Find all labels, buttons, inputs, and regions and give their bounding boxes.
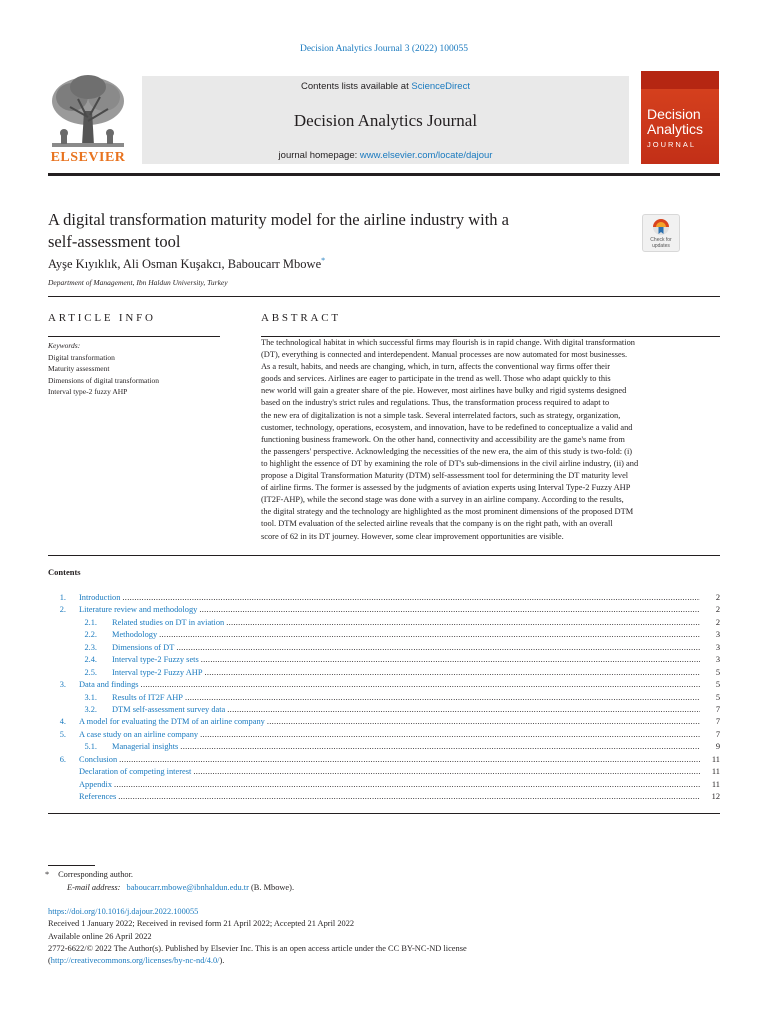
toc-label[interactable]: Related studies on DT in aviation xyxy=(112,617,225,627)
tree-icon xyxy=(48,71,128,151)
abstract-line: functioning business framework. On the other hand, connectivity and accessibility are the game's name from xyxy=(261,434,625,444)
toc-page: 5 xyxy=(715,680,720,690)
toc-entry-2-4[interactable] xyxy=(48,654,720,666)
article-info-rule xyxy=(48,336,220,337)
toc-leader xyxy=(267,716,700,728)
journal-homepage xyxy=(142,150,629,161)
journal-banner xyxy=(142,76,629,164)
cover-title-line-1: Decision xyxy=(647,106,701,122)
header-divider xyxy=(48,173,720,176)
toc-label[interactable]: DTM self-assessment survey data xyxy=(112,704,226,714)
article-info-heading: ARTICLE INFO xyxy=(48,312,156,324)
author-list xyxy=(48,256,325,272)
publication-info xyxy=(48,906,720,967)
toc-leader xyxy=(122,592,700,604)
toc-leader xyxy=(201,654,700,666)
check-for-updates-badge[interactable] xyxy=(642,214,680,252)
journal-header xyxy=(48,71,720,168)
toc-label[interactable]: Methodology xyxy=(112,630,158,640)
contents-divider xyxy=(48,813,720,814)
journal-title: Decision Analytics Journal xyxy=(293,111,478,130)
crossmark-label: Check for updates xyxy=(650,237,672,249)
toc-page: 11 xyxy=(711,754,720,764)
toc-page: 9 xyxy=(715,742,720,752)
toc-number: 3. xyxy=(59,680,66,690)
affiliation-divider xyxy=(48,296,720,297)
abstract-line: The technological habitat in which successful firms may flourish is in rapid change. With digital transformation xyxy=(261,338,635,347)
author-email-link[interactable]: baboucarr.mbowe@ibnhaldun.edu.tr xyxy=(126,882,249,892)
toc-number: 2.5. xyxy=(84,667,97,677)
toc-page: 11 xyxy=(711,767,720,777)
email-suffix: (B. Mbowe). xyxy=(251,882,295,892)
elsevier-tree-logo xyxy=(48,71,128,168)
toc-number: 6. xyxy=(59,754,66,764)
journal-cover-thumbnail[interactable] xyxy=(641,71,719,164)
footnote-mark: * xyxy=(45,870,50,879)
toc-leader xyxy=(141,679,700,691)
toc-number: 2.1. xyxy=(84,617,97,627)
keywords-block xyxy=(48,340,159,398)
toc-number: 3.2. xyxy=(84,704,97,714)
toc-label[interactable]: Dimensions of DT xyxy=(112,642,175,652)
toc-number: 5. xyxy=(59,729,66,739)
toc-entry-2-2[interactable] xyxy=(48,629,720,641)
abstract-line: tool. DTM evaluation of the selected airline reveals that the company is on the right path, with an overall xyxy=(261,519,613,529)
toc-entry-3-1[interactable] xyxy=(48,692,720,704)
toc-entry-4[interactable] xyxy=(48,716,720,728)
abstract-line: As a result, habits, and needs are changing, which, in turn, affects the conventional way firms offer their xyxy=(261,362,611,372)
toc-label[interactable]: References xyxy=(79,792,117,801)
abstract-line: (IT2F-AHP), while the second stage was done with a survey in an airline company. According to the results, xyxy=(261,495,624,505)
toc-page: 3 xyxy=(715,655,720,665)
abstract-line: to highlight the essence of DT by examining the role of DT's sub-dimensions in the civil airline industry, (ii) and xyxy=(261,458,639,468)
contents-prefix: Contents lists available at xyxy=(301,81,412,92)
abstract-line: (DT), everything is connected and interdependent. Manual processes are now automated for most businesses. xyxy=(261,350,628,360)
cover-banner xyxy=(641,71,719,89)
keyword-item: Digital transformation xyxy=(48,352,115,362)
toc-leader xyxy=(185,692,700,704)
title-line-2: self-assessment tool xyxy=(48,232,181,251)
journal-citation-link[interactable]: Decision Analytics Journal 3 (2022) 100055 xyxy=(299,44,469,54)
abstract-line: of airline firms. The former is assessed by the judgments of aviation experts using Interval Type-2 Fuzzy AHP xyxy=(261,483,631,493)
toc-label[interactable]: Interval type-2 Fuzzy AHP xyxy=(112,667,203,677)
cover-title xyxy=(647,107,703,137)
affiliation: Department of Management, Ibn Haldun University, Turkey xyxy=(48,278,228,287)
toc-number: 4. xyxy=(59,717,66,727)
author-names: Ayşe Kıyıklık, Ali Osman Kuşakcı, Baboucarr Mbowe xyxy=(48,257,322,272)
toc-entry-2[interactable] xyxy=(48,604,720,616)
toc-label[interactable]: A model for evaluating the DTM of an airline company xyxy=(79,717,265,727)
abstract-line: based on the industry's strict rules and regulations. Thus, the transformation process required to adapt to xyxy=(261,398,610,408)
license-close: ). xyxy=(219,956,225,966)
abstract-line: new world will gain a greater share of the pie. However, most airlines have bulky and rigid systems designed xyxy=(261,386,627,396)
copyright-notice: 2772-6622/© 2022 The Author(s). Published by Elsevier Inc. This is an open access article under the CC BY-NC-ND license xyxy=(48,943,467,953)
toc-entry-6[interactable] xyxy=(48,754,720,766)
toc-leader xyxy=(204,667,700,679)
table-of-contents xyxy=(48,592,720,803)
keywords-label: Keywords: xyxy=(48,341,81,350)
elsevier-wordmark: ELSEVIER xyxy=(50,150,126,165)
toc-label[interactable]: Declaration of competing interest xyxy=(79,767,192,777)
toc-leader xyxy=(180,741,700,753)
toc-page: 3 xyxy=(715,630,720,640)
license-open: ( xyxy=(48,956,51,966)
footnote-rule xyxy=(48,865,95,866)
toc-page: 7 xyxy=(715,704,720,714)
toc-leader xyxy=(119,754,700,766)
contents-heading: Contents xyxy=(48,567,81,577)
license-link[interactable]: http://creativecommons.org/licenses/by-nc-nd/4.0/ xyxy=(50,956,220,966)
toc-entry-2-5[interactable] xyxy=(48,667,720,679)
contents-availability xyxy=(142,81,629,92)
toc-entry-3[interactable] xyxy=(48,679,720,691)
keyword-item: Dimensions of digital transformation xyxy=(48,375,160,385)
keyword-item: Maturity assessment xyxy=(48,364,110,373)
toc-number: 3.1. xyxy=(84,692,97,702)
available-online: Available online 26 April 2022 xyxy=(48,931,152,941)
title-line-1: A digital transformation maturity model for the airline industry with a xyxy=(48,210,509,229)
abstract-line: propose a Digital Transformation Maturity (DTM) self-assessment tool for determining the DT maturity level xyxy=(261,471,629,481)
toc-number: 1. xyxy=(59,593,66,602)
toc-label[interactable]: Introduction xyxy=(79,593,121,602)
abstract-line: the passengers' perspective. Acknowledging the necessities of the new era, the aim of this study is two-fold: (i) xyxy=(261,446,633,456)
toc-label[interactable]: Literature review and methodology xyxy=(79,605,198,615)
toc-label[interactable]: Data and findings xyxy=(79,680,139,690)
abstract-heading: ABSTRACT xyxy=(261,312,341,324)
toc-leader xyxy=(114,779,700,791)
toc-leader xyxy=(118,791,700,803)
toc-page: 2 xyxy=(715,593,720,602)
toc-leader xyxy=(200,729,700,741)
toc-leader xyxy=(193,766,700,778)
license-line xyxy=(48,955,720,967)
received-dates: Received 1 January 2022; Received in revised form 21 April 2022; Accepted 21 April 2022 xyxy=(48,919,355,929)
crossmark-icon xyxy=(643,215,679,237)
cover-title-line-2: Analytics xyxy=(647,121,704,137)
sciencedirect-link[interactable]: ScienceDirect xyxy=(411,81,470,92)
toc-page: 3 xyxy=(715,642,720,652)
toc-leader xyxy=(176,642,700,654)
cover-subtitle: JOURNAL xyxy=(647,140,697,149)
corresponding-author-mark[interactable]: * xyxy=(321,256,326,265)
toc-page: 12 xyxy=(711,792,720,801)
toc-number: 2. xyxy=(59,605,66,615)
footnote-corresponding: Corresponding author. xyxy=(58,870,133,879)
toc-label[interactable]: Conclusion xyxy=(79,754,118,764)
toc-entry-declaration[interactable] xyxy=(48,766,720,778)
toc-page: 2 xyxy=(715,617,720,627)
paper-title xyxy=(48,209,608,253)
keyword-item: Interval type-2 fuzzy AHP xyxy=(48,387,128,396)
toc-page: 2 xyxy=(715,605,720,615)
toc-leader xyxy=(199,604,700,616)
toc-entry-5[interactable] xyxy=(48,729,720,741)
toc-entry-references[interactable] xyxy=(48,791,720,803)
email-label: E-mail address: xyxy=(67,882,121,892)
toc-number: 2.4. xyxy=(84,655,97,665)
toc-leader xyxy=(226,617,700,629)
abstract-line: the new era of digitalization is not a simple task. Several interrelated factors, such as strategy, organization, xyxy=(261,410,621,420)
abstract-line: the digital strategy and the technology are highlighted as the most prominent dimensions of the proposed DTM xyxy=(261,507,634,517)
corresponding-author-footnote xyxy=(45,869,295,894)
toc-number: 2.2. xyxy=(84,630,97,640)
abstract-divider xyxy=(48,555,720,556)
toc-label[interactable]: Managerial insights xyxy=(112,742,179,752)
toc-entry-5-1[interactable] xyxy=(48,741,720,753)
toc-label[interactable]: Interval type-2 Fuzzy sets xyxy=(112,655,199,665)
toc-number: 5.1. xyxy=(84,742,97,752)
toc-page: 11 xyxy=(711,779,720,789)
homepage-prefix: journal homepage: xyxy=(278,150,360,161)
toc-entry-appendix[interactable] xyxy=(48,779,720,791)
toc-page: 5 xyxy=(715,692,720,702)
toc-page: 5 xyxy=(715,667,720,677)
toc-leader xyxy=(159,629,700,641)
abstract-line: goods and services. Airlines are eager to participate in the trend as well. Those who adapt quickly to this xyxy=(261,374,611,384)
toc-page: 7 xyxy=(715,717,720,727)
toc-label[interactable]: A case study on an airline company xyxy=(79,729,199,739)
abstract-line: score of 62 in its DT journey. However, some clear improvement opportunities are visible. xyxy=(261,531,564,541)
toc-number: 2.3. xyxy=(84,642,97,652)
homepage-link[interactable]: www.elsevier.com/locate/dajour xyxy=(359,150,493,161)
toc-page: 7 xyxy=(715,729,720,739)
abstract-text xyxy=(261,337,718,543)
toc-entry-1[interactable] xyxy=(48,592,720,604)
abstract-line: customer, technology, operations, ecosystem, and innovation, have to be redefined to conceptualize a valid and xyxy=(261,422,633,432)
doi-link[interactable]: https://doi.org/10.1016/j.dajour.2022.100055 xyxy=(48,907,199,916)
toc-entry-2-3[interactable] xyxy=(48,642,720,654)
toc-label[interactable]: Results of IT2F AHP xyxy=(112,692,183,702)
toc-leader xyxy=(227,704,700,716)
toc-entry-2-1[interactable] xyxy=(48,617,720,629)
toc-label[interactable]: Appendix xyxy=(79,779,113,789)
toc-entry-3-2[interactable] xyxy=(48,704,720,716)
